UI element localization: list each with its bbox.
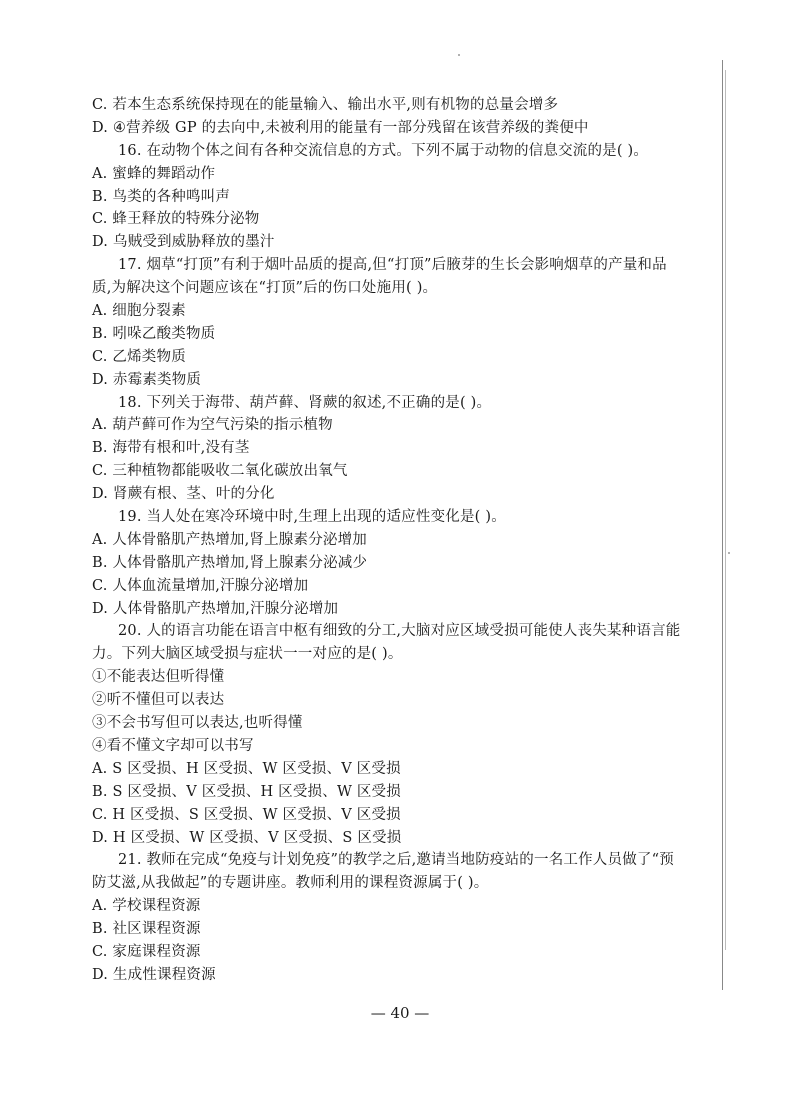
- answer-option: A. 人体骨骼肌产热增加,肾上腺素分泌增加: [92, 531, 367, 548]
- question-stem: 18. 下列关于海带、葫芦藓、肾蕨的叙述,不正确的是( )。: [118, 394, 492, 411]
- statement-item: ①不能表达但听得懂: [92, 669, 225, 686]
- answer-option: C. 家庭课程资源: [92, 943, 201, 960]
- answer-option: D. ④营养级 GP 的去向中,未被利用的能量有一部分残留在该营养级的粪便中: [92, 119, 589, 136]
- answer-option: A. 蜜蜂的舞蹈动作: [92, 165, 216, 182]
- question-stem: 17. 烟草“打顶”有利于烟叶品质的提高,但“打顶”后腋芽的生长会影响烟草的产量和品: [118, 257, 667, 274]
- statement-item: ③不会书写但可以表达,也听得懂: [92, 715, 303, 732]
- question-stem: 19. 当人处在寒冷环境中时,生理上出现的适应性变化是( )。: [118, 509, 506, 526]
- answer-option: D. 生成性课程资源: [92, 966, 216, 983]
- answer-option: D. 肾蕨有根、茎、叶的分化: [92, 486, 275, 503]
- answer-option: D. 乌贼受到威胁释放的墨汁: [92, 234, 275, 251]
- answer-option: A. 学校课程资源: [92, 898, 201, 915]
- answer-option: C. 三种植物都能吸收二氧化碳放出氧气: [92, 463, 348, 480]
- answer-option: A. 细胞分裂素: [92, 303, 186, 320]
- answer-option: D. 人体骨骼肌产热增加,汗腺分泌增加: [92, 600, 339, 617]
- answer-option: B. 吲哚乙酸类物质: [92, 325, 216, 342]
- question-continuation: 防艾滋,从我做起”的专题讲座。教师利用的课程资源属于( )。: [92, 875, 489, 892]
- answer-option: B. 海带有根和叶,没有茎: [92, 440, 250, 457]
- answer-option: C. 乙烯类物质: [92, 348, 186, 365]
- question-text-block: [92, 94, 712, 987]
- statement-item: ②听不懂但可以表达: [92, 692, 225, 709]
- answer-option: B. 人体骨骼肌产热增加,肾上腺素分泌减少: [92, 554, 368, 571]
- answer-option: D. 赤霉素类物质: [92, 371, 202, 388]
- scan-edge-line: [722, 60, 723, 990]
- answer-option: C. 蜂王释放的特殊分泌物: [92, 211, 260, 228]
- answer-option: B. 社区课程资源: [92, 921, 201, 938]
- question-continuation: 力。下列大脑区域受损与症状一一对应的是( )。: [92, 646, 403, 663]
- question-continuation: 质,为解决这个问题应该在“打顶”后的伤口处施用( )。: [92, 280, 438, 297]
- answer-option: C. H 区受损、S 区受损、W 区受损、V 区受损: [92, 806, 401, 823]
- question-stem: 21. 教师在完成“免疫与计划免疫”的教学之后,邀请当地防疫站的一名工作人员做了“预: [118, 852, 674, 869]
- question-stem: 20. 人的语言功能在语言中枢有细致的分工,大脑对应区域受损可能使人丧失某种语言能: [118, 623, 681, 640]
- answer-option: B. S 区受损、V 区受损、H 区受损、W 区受损: [92, 783, 401, 800]
- answer-option: C. 若本生态系统保持现在的能量输入、输出水平,则有机物的总量会增多: [92, 97, 559, 113]
- question-stem: 16. 在动物个体之间有各种交流信息的方式。下列不属于动物的信息交流的是( )。: [118, 142, 649, 159]
- answer-option: C. 人体血流量增加,汗腺分泌增加: [92, 577, 309, 594]
- statement-item: ④看不懂文字却可以书写: [92, 737, 254, 754]
- answer-option: D. H 区受损、W 区受损、V 区受损、S 区受损: [92, 829, 402, 846]
- scan-edge-line-faint: [725, 70, 726, 950]
- answer-option: A. S 区受损、H 区受损、W 区受损、V 区受损: [92, 760, 401, 777]
- answer-option: B. 鸟类的各种鸣叫声: [92, 188, 231, 205]
- scan-speck: [728, 552, 730, 554]
- answer-option: A. 葫芦藓可作为空气污染的指示植物: [92, 417, 333, 434]
- page-number: — 40 —: [370, 1004, 430, 1022]
- scan-speck: [458, 54, 460, 56]
